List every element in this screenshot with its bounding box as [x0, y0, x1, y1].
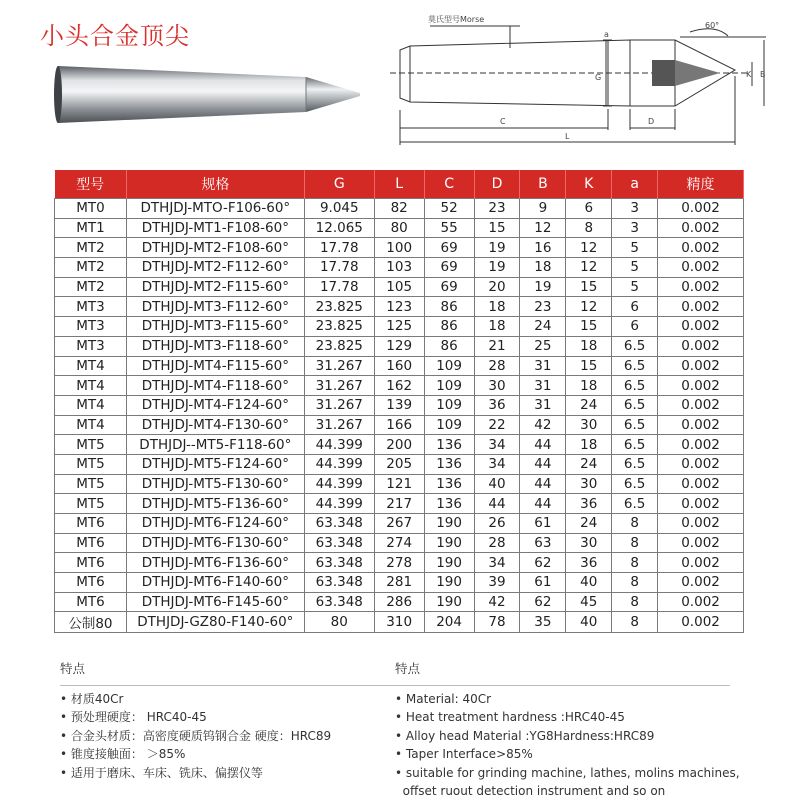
table-cell: 公制80 — [55, 612, 127, 633]
table-row — [55, 376, 744, 396]
table-cell: 190 — [424, 592, 474, 612]
table-cell: 44 — [520, 494, 566, 514]
table-cell: 8 — [612, 514, 658, 534]
table-cell: DTHJDJ-MT6-F140-60° — [126, 573, 304, 593]
table-cell: 8 — [612, 553, 658, 573]
table-cell: DTHJDJ-MT4-F124-60° — [126, 395, 304, 415]
table-cell: 267 — [374, 514, 424, 534]
table-row — [55, 238, 744, 258]
table-cell: 190 — [424, 514, 474, 534]
table-cell: 9 — [520, 199, 566, 219]
table-cell: 62 — [520, 592, 566, 612]
table-cell: 0.002 — [658, 553, 744, 573]
page-title: 小头合金顶尖 — [40, 22, 190, 50]
table-cell: 36 — [566, 494, 612, 514]
table-cell: 63.348 — [304, 533, 374, 553]
table-cell: 274 — [374, 533, 424, 553]
table-cell: 281 — [374, 573, 424, 593]
table-cell: 162 — [374, 376, 424, 396]
feature-item: • 锥度接触面： ＞85% — [60, 747, 186, 761]
table-cell: 80 — [304, 612, 374, 633]
table-cell: 0.002 — [658, 435, 744, 455]
table-row — [55, 435, 744, 455]
table-row — [55, 395, 744, 415]
dim-c-label: C — [500, 117, 506, 126]
table-cell: 121 — [374, 474, 424, 494]
table-cell: 109 — [424, 376, 474, 396]
table-row — [55, 277, 744, 297]
table-cell: 30 — [566, 533, 612, 553]
table-cell: 278 — [374, 553, 424, 573]
table-cell: 217 — [374, 494, 424, 514]
table-cell: 69 — [424, 277, 474, 297]
table-cell: 35 — [520, 612, 566, 633]
table-cell: DTHJDJ-MT4-F115-60° — [126, 356, 304, 376]
table-cell: DTHJDJ-MT2-F112-60° — [126, 258, 304, 278]
table-cell: DTHJDJ-MT6-F145-60° — [126, 592, 304, 612]
table-cell: 30 — [566, 415, 612, 435]
table-cell: 0.002 — [658, 336, 744, 356]
column-header: G — [304, 170, 374, 199]
table-cell: 24 — [566, 395, 612, 415]
table-cell: MT1 — [55, 218, 127, 238]
table-row — [55, 415, 744, 435]
table-cell: 8 — [566, 218, 612, 238]
table-cell: 0.002 — [658, 199, 744, 219]
table-cell: 22 — [474, 415, 520, 435]
table-row — [55, 336, 744, 356]
table-cell: 6.5 — [612, 435, 658, 455]
table-row — [55, 297, 744, 317]
table-cell: 0.002 — [658, 297, 744, 317]
table-cell: 12 — [566, 238, 612, 258]
table-cell: 6 — [612, 317, 658, 337]
table-cell: 100 — [374, 238, 424, 258]
features-cn-heading: 特点 — [60, 661, 86, 676]
table-cell: DTHJDJ-GZ80-F140-60° — [126, 612, 304, 633]
table-cell: 40 — [566, 612, 612, 633]
column-header: 精度 — [658, 170, 744, 199]
table-cell: 19 — [520, 277, 566, 297]
table-cell: 6 — [566, 199, 612, 219]
table-cell: 0.002 — [658, 415, 744, 435]
table-cell: 0.002 — [658, 573, 744, 593]
features-cn — [60, 660, 395, 782]
table-cell: 20 — [474, 277, 520, 297]
table-cell: 40 — [474, 474, 520, 494]
table-cell: 61 — [520, 573, 566, 593]
table-cell: DTHJDJ-MT2-F115-60° — [126, 277, 304, 297]
table-cell: MT5 — [55, 454, 127, 474]
table-cell: 0.002 — [658, 218, 744, 238]
table-header-row — [55, 170, 744, 199]
table-cell: 6 — [612, 297, 658, 317]
table-cell: DTHJDJ-MT3-F112-60° — [126, 297, 304, 317]
table-cell: 69 — [424, 238, 474, 258]
dim-k-label: K — [746, 70, 752, 79]
table-cell: MT4 — [55, 376, 127, 396]
table-cell: MT6 — [55, 592, 127, 612]
table-cell: 6.5 — [612, 494, 658, 514]
table-cell: 44.399 — [304, 494, 374, 514]
table-cell: DTHJDJ-MT3-F118-60° — [126, 336, 304, 356]
table-cell: 19 — [474, 238, 520, 258]
table-cell: 31 — [520, 356, 566, 376]
table-cell: DTHJDJ-MT1-F108-60° — [126, 218, 304, 238]
table-cell: 31 — [520, 376, 566, 396]
table-cell: 0.002 — [658, 494, 744, 514]
table-cell: 103 — [374, 258, 424, 278]
table-cell: 44 — [474, 494, 520, 514]
table-cell: 8 — [612, 612, 658, 633]
table-cell: 0.002 — [658, 258, 744, 278]
table-cell: 0.002 — [658, 395, 744, 415]
feature-item: • suitable for grinding machine, lathes, molins machines, — [395, 765, 740, 780]
table-cell: 80 — [374, 218, 424, 238]
table-cell: 0.002 — [658, 238, 744, 258]
table-cell: 136 — [424, 454, 474, 474]
table-cell: DTHJDJ-MT4-F118-60° — [126, 376, 304, 396]
table-cell: 39 — [474, 573, 520, 593]
table-body — [55, 199, 744, 633]
table-cell: DTHJDJ-MTO-F106-60° — [126, 199, 304, 219]
table-cell: 42 — [474, 592, 520, 612]
table-cell: 55 — [424, 218, 474, 238]
table-cell: 34 — [474, 454, 520, 474]
table-cell: DTHJDJ-MT6-F124-60° — [126, 514, 304, 534]
column-header: K — [566, 170, 612, 199]
table-cell: DTHJDJ-MT5-F136-60° — [126, 494, 304, 514]
table-cell: 6.5 — [612, 454, 658, 474]
column-header: a — [612, 170, 658, 199]
table-cell: 63.348 — [304, 592, 374, 612]
table-cell: 160 — [374, 356, 424, 376]
table-cell: MT5 — [55, 435, 127, 455]
table-cell: 45 — [566, 592, 612, 612]
table-row — [55, 454, 744, 474]
feature-item: • 适用于磨床、车床、铣床、偏摆仪等 — [60, 765, 263, 780]
table-row — [55, 592, 744, 612]
table-cell: 44 — [520, 435, 566, 455]
dimension-drawing — [390, 10, 780, 155]
table-cell: 6.5 — [612, 336, 658, 356]
table-cell: 78 — [474, 612, 520, 633]
table-row — [55, 199, 744, 219]
divider — [60, 685, 395, 686]
table-cell: MT4 — [55, 415, 127, 435]
table-cell: 63.348 — [304, 514, 374, 534]
table-cell: 15 — [566, 356, 612, 376]
table-cell: 86 — [424, 317, 474, 337]
table-cell: 105 — [374, 277, 424, 297]
table-cell: DTHJDJ--MT5-F118-60° — [126, 435, 304, 455]
table-cell: 0.002 — [658, 277, 744, 297]
table-cell: MT2 — [55, 258, 127, 278]
table-cell: 17.78 — [304, 258, 374, 278]
table-cell: 63.348 — [304, 553, 374, 573]
table-cell: 63.348 — [304, 573, 374, 593]
table-cell: 129 — [374, 336, 424, 356]
feature-item: • 预处理硬度： HRC40-45 — [60, 710, 207, 724]
table-cell: 0.002 — [658, 317, 744, 337]
table-cell: 310 — [374, 612, 424, 633]
table-cell: 204 — [424, 612, 474, 633]
feature-item: • Taper Interface>85% — [395, 747, 533, 761]
table-cell: 82 — [374, 199, 424, 219]
table-cell: 23.825 — [304, 336, 374, 356]
table-cell: 40 — [566, 573, 612, 593]
table-cell: 3 — [612, 218, 658, 238]
table-cell: 62 — [520, 553, 566, 573]
table-cell: 31.267 — [304, 395, 374, 415]
column-header: 规格 — [126, 170, 304, 199]
table-row — [55, 474, 744, 494]
features-en — [395, 660, 740, 801]
morse-label: 莫氏型号Morse — [428, 15, 485, 24]
table-cell: 6.5 — [612, 356, 658, 376]
feature-item: • Heat treatment hardness :HRC40-45 — [395, 710, 625, 724]
table-cell: 15 — [566, 317, 612, 337]
table-cell: 18 — [566, 435, 612, 455]
table-cell: 86 — [424, 336, 474, 356]
table-cell: 34 — [474, 435, 520, 455]
table-row — [55, 218, 744, 238]
table-cell: MT3 — [55, 297, 127, 317]
table-cell: 30 — [566, 474, 612, 494]
column-header: L — [374, 170, 424, 199]
table-cell: 6.5 — [612, 376, 658, 396]
table-cell: 26 — [474, 514, 520, 534]
table-row — [55, 553, 744, 573]
table-cell: 15 — [474, 218, 520, 238]
table-cell: 125 — [374, 317, 424, 337]
table-cell: 18 — [474, 297, 520, 317]
table-cell: 0.002 — [658, 592, 744, 612]
table-cell: 17.78 — [304, 238, 374, 258]
table-cell: 109 — [424, 415, 474, 435]
table-cell: MT3 — [55, 336, 127, 356]
feature-item: • 材质40Cr — [60, 691, 124, 706]
features-en-heading: 特点 — [395, 661, 421, 676]
feature-item: offset ruout detection instrument and so on — [395, 784, 666, 798]
table-cell: MT6 — [55, 533, 127, 553]
table-cell: 136 — [424, 474, 474, 494]
table-cell: MT3 — [55, 317, 127, 337]
table-cell: 18 — [566, 376, 612, 396]
table-cell: 0.002 — [658, 356, 744, 376]
table-cell: 23 — [474, 199, 520, 219]
dim-g-label: G — [595, 73, 602, 82]
table-cell: 18 — [566, 336, 612, 356]
table-cell: 16 — [520, 238, 566, 258]
table-cell: 205 — [374, 454, 424, 474]
table-cell: 0.002 — [658, 474, 744, 494]
column-header: C — [424, 170, 474, 199]
table-cell: 6.5 — [612, 415, 658, 435]
dim-d-label: D — [648, 117, 655, 126]
table-cell: 34 — [474, 553, 520, 573]
table-cell: 190 — [424, 553, 474, 573]
table-row — [55, 514, 744, 534]
table-cell: MT5 — [55, 494, 127, 514]
table-cell: MT2 — [55, 238, 127, 258]
table-cell: 0.002 — [658, 514, 744, 534]
table-cell: 44.399 — [304, 435, 374, 455]
table-cell: 136 — [424, 435, 474, 455]
table-cell: 123 — [374, 297, 424, 317]
table-cell: 31.267 — [304, 376, 374, 396]
table-cell: 24 — [520, 317, 566, 337]
table-cell: 31.267 — [304, 415, 374, 435]
table-cell: 31.267 — [304, 356, 374, 376]
dim-a-label: a — [604, 30, 609, 39]
live-center-product-image — [50, 60, 370, 130]
table-cell: 286 — [374, 592, 424, 612]
table-cell: 8 — [612, 533, 658, 553]
table-cell: 21 — [474, 336, 520, 356]
table-cell: MT2 — [55, 277, 127, 297]
table-cell: 44.399 — [304, 474, 374, 494]
table-cell: 36 — [474, 395, 520, 415]
table-cell: 52 — [424, 199, 474, 219]
column-header: B — [520, 170, 566, 199]
table-cell: 24 — [566, 454, 612, 474]
table-cell: 0.002 — [658, 612, 744, 633]
table-cell: DTHJDJ-MT6-F136-60° — [126, 553, 304, 573]
table-cell: MT6 — [55, 553, 127, 573]
table-cell: 44 — [520, 454, 566, 474]
dim-b-label: B — [760, 70, 766, 79]
dim-l-label: L — [565, 132, 570, 141]
table-cell: 69 — [424, 258, 474, 278]
table-cell: 18 — [520, 258, 566, 278]
table-cell: 19 — [474, 258, 520, 278]
table-cell: MT5 — [55, 474, 127, 494]
table-cell: MT4 — [55, 395, 127, 415]
table-cell: 8 — [612, 592, 658, 612]
table-cell: 5 — [612, 277, 658, 297]
table-cell: 6.5 — [612, 395, 658, 415]
table-cell: 139 — [374, 395, 424, 415]
table-cell: 25 — [520, 336, 566, 356]
table-cell: 109 — [424, 356, 474, 376]
table-cell: 200 — [374, 435, 424, 455]
table-cell: 136 — [424, 494, 474, 514]
table-cell: 17.78 — [304, 277, 374, 297]
feature-item: • 合金头材质：高密度硬质钨钢合金 硬度：HRC89 — [60, 728, 332, 743]
table-cell: 24 — [566, 514, 612, 534]
table-cell: 8 — [612, 573, 658, 593]
column-header: 型号 — [55, 170, 127, 199]
table-cell: 23.825 — [304, 317, 374, 337]
table-cell: 3 — [612, 199, 658, 219]
table-cell: DTHJDJ-MT6-F130-60° — [126, 533, 304, 553]
table-cell: DTHJDJ-MT4-F130-60° — [126, 415, 304, 435]
table-cell: 44 — [520, 474, 566, 494]
table-cell: 0.002 — [658, 376, 744, 396]
table-cell: MT6 — [55, 573, 127, 593]
table-row — [55, 573, 744, 593]
table-cell: 12 — [520, 218, 566, 238]
table-cell: 61 — [520, 514, 566, 534]
table-cell: MT0 — [55, 199, 127, 219]
table-cell: DTHJDJ-MT5-F124-60° — [126, 454, 304, 474]
table-cell: DTHJDJ-MT2-F108-60° — [126, 238, 304, 258]
table-cell: 5 — [612, 238, 658, 258]
table-cell: 63 — [520, 533, 566, 553]
table-cell: 31 — [520, 395, 566, 415]
table-cell: MT4 — [55, 356, 127, 376]
divider — [395, 685, 730, 686]
table-cell: 18 — [474, 317, 520, 337]
table-row — [55, 612, 744, 633]
table-cell: 12.065 — [304, 218, 374, 238]
spec-table — [54, 170, 744, 633]
table-row — [55, 258, 744, 278]
table-cell: 190 — [424, 533, 474, 553]
table-cell: 166 — [374, 415, 424, 435]
column-header: D — [474, 170, 520, 199]
table-cell: 15 — [566, 277, 612, 297]
table-row — [55, 494, 744, 514]
table-cell: 5 — [612, 258, 658, 278]
table-cell: 109 — [424, 395, 474, 415]
table-cell: 23 — [520, 297, 566, 317]
table-cell: 0.002 — [658, 454, 744, 474]
table-cell: DTHJDJ-MT5-F130-60° — [126, 474, 304, 494]
table-cell: 190 — [424, 573, 474, 593]
table-cell: 6.5 — [612, 474, 658, 494]
table-cell: 0.002 — [658, 533, 744, 553]
table-cell: MT6 — [55, 514, 127, 534]
table-cell: 28 — [474, 356, 520, 376]
feature-item: • Alloy head Material :YG8Hardness:HRC89 — [395, 728, 655, 743]
table-cell: 42 — [520, 415, 566, 435]
table-row — [55, 356, 744, 376]
table-row — [55, 533, 744, 553]
table-cell: 86 — [424, 297, 474, 317]
table-cell: 23.825 — [304, 297, 374, 317]
table-cell: 30 — [474, 376, 520, 396]
table-cell: 36 — [566, 553, 612, 573]
feature-item: • Material: 40Cr — [395, 691, 492, 706]
table-cell: 44.399 — [304, 454, 374, 474]
table-cell: 12 — [566, 297, 612, 317]
table-cell: 28 — [474, 533, 520, 553]
table-cell: DTHJDJ-MT3-F115-60° — [126, 317, 304, 337]
table-cell: 12 — [566, 258, 612, 278]
table-cell: 9.045 — [304, 199, 374, 219]
table-row — [55, 317, 744, 337]
angle-label: 60° — [705, 21, 720, 30]
